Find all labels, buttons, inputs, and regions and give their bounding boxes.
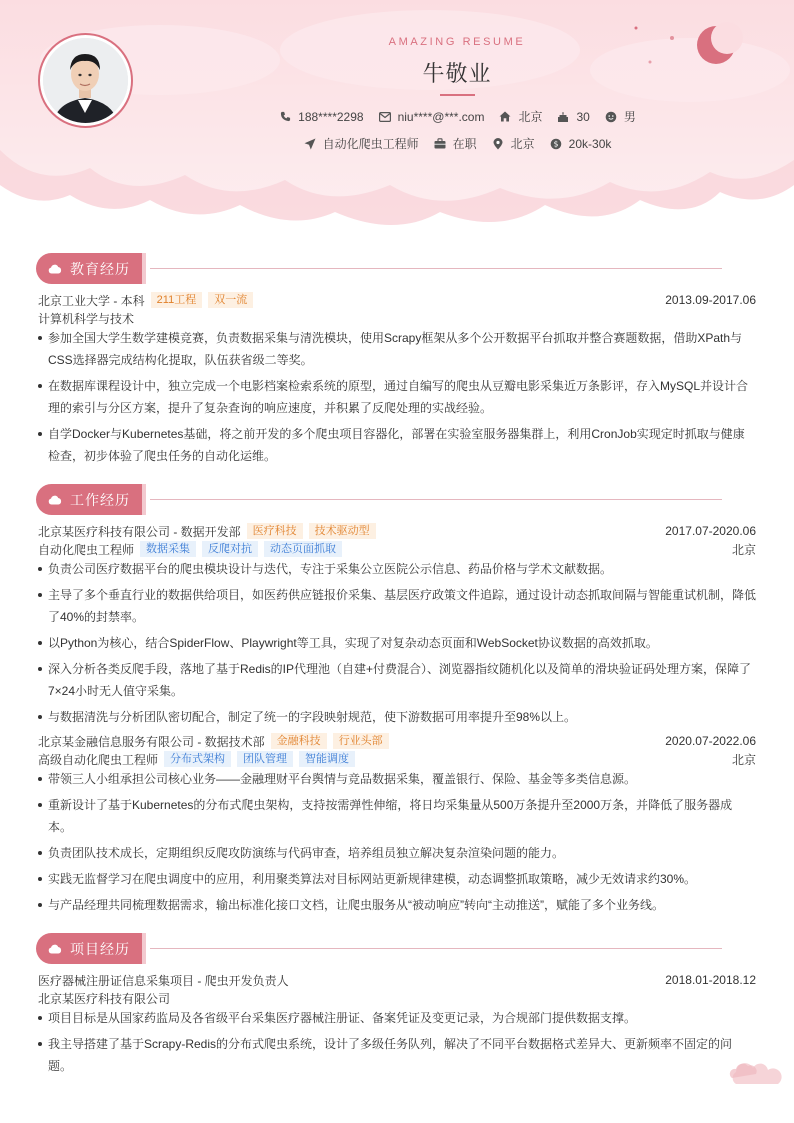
skill-tag: 分布式架构 <box>164 751 231 767</box>
list-item: 我主导搭建了基于Scrapy-Redis的分布式爬虫系统，设计了多级任务队列，解决了不同平台数据格式差异大、更新频率不固定的问题。 <box>38 1033 756 1077</box>
section-divider <box>150 268 722 269</box>
email-text: niu****@***.com <box>397 109 485 124</box>
job-city: 北京 <box>731 752 756 767</box>
company-name: 北京某金融信息服务有限公司 - 数据技术部 <box>38 734 265 749</box>
cloud-icon <box>48 495 62 505</box>
svg-text:$: $ <box>553 139 559 149</box>
education-section-header <box>36 253 722 284</box>
list-item: 自学Docker与Kubernetes基础，将之前开发的多个爬虫项目容器化，部署在实验室服务器集群上，利用CronJob实现定时抓取与健康检查，初步体验了爬虫任务的自动化运维。 <box>38 423 756 467</box>
section-divider <box>150 948 722 949</box>
job-date: 2020.07-2022.06 <box>665 734 756 748</box>
school-name: 北京工业大学 - 本科 <box>38 293 145 308</box>
job-entry-head <box>38 523 756 539</box>
cake-icon <box>556 110 570 124</box>
company-tag: 行业头部 <box>333 733 389 749</box>
job-entry-head <box>38 733 756 749</box>
list-item: 带领三人小组承担公司核心业务——金融理财平台舆情与竞品数据采集，覆盖银行、保险、基金等多类信息源。 <box>38 768 756 790</box>
project-name: 医疗器械注册证信息采集项目 - 爬虫开发负责人 <box>38 973 289 988</box>
city-item <box>491 135 535 152</box>
company-tag: 技术驱动型 <box>309 523 376 539</box>
header-banner <box>0 0 794 235</box>
work-section-header <box>36 484 722 515</box>
location-pin-icon <box>491 137 505 151</box>
major-row <box>38 310 756 326</box>
brand-label: AMAZING RESUME <box>388 36 526 48</box>
job-city: 北京 <box>731 542 756 557</box>
phone-icon <box>278 110 292 124</box>
send-icon <box>303 137 317 151</box>
position-text: 自动化爬虫工程师 <box>38 542 135 557</box>
project-bullets <box>38 1007 756 1081</box>
list-item: 负责团队技术成长，定期组织反爬攻防演练与代码审查，培养组员独立解决复杂渲染问题的能力。 <box>38 842 756 864</box>
position-text: 高级自动化爬虫工程师 <box>38 752 159 767</box>
project-entry-head <box>38 972 756 988</box>
list-item: 在数据库课程设计中，独立完成一个电影档案检索系统的原型，通过自编写的爬虫从豆瓣电影采集近万条影评，存入MySQL并设计合理的索引与分区方案，提升了复杂查询的响应速度，并积累了反爬处理的实战经验。 <box>38 375 756 419</box>
briefcase-icon <box>433 137 447 151</box>
gender-item <box>604 108 636 125</box>
cloud-icon <box>48 944 62 954</box>
list-item: 负责公司医疗数据平台的爬虫模块设计与迭代，专注于采集公立医院公示信息、药品价格与学术文献数据。 <box>38 558 756 580</box>
company-tag: 医疗科技 <box>247 523 303 539</box>
education-date: 2013.09-2017.06 <box>665 293 756 307</box>
job-bullets <box>38 768 756 920</box>
project-title-pill <box>36 933 142 964</box>
major-text: 计算机科学与技术 <box>38 311 135 326</box>
target-item <box>303 135 419 152</box>
work-title: 工作经历 <box>70 491 130 508</box>
company-tag: 金融科技 <box>271 733 327 749</box>
list-item: 深入分析各类反爬手段，落地了基于Redis的IP代理池（自建+付费混合）、浏览器指纹随机化以及简单的滑块验证码处理方案，保障了7×24小时无人值守采集。 <box>38 658 756 702</box>
city-text: 北京 <box>510 137 535 151</box>
candidate-name: 牛敬业 <box>422 61 492 86</box>
salary-item <box>549 137 612 151</box>
school-tag: 双一流 <box>208 292 253 308</box>
age-item <box>556 110 589 124</box>
contact-row <box>0 108 794 125</box>
target-text: 自动化爬虫工程师 <box>322 137 419 151</box>
list-item: 以Python为核心，结合SpiderFlow、Playwright等工具，实现了对复杂动态页面和WebSocket协议数据的高效抓取。 <box>38 632 756 654</box>
cloud-icon <box>48 264 62 274</box>
project-date: 2018.01-2018.12 <box>665 973 756 987</box>
list-item: 与数据清洗与分析团队密切配合，制定了统一的字段映射规范，使下游数据可用率提升至98%以上。 <box>38 706 756 728</box>
education-title: 教育经历 <box>70 260 130 277</box>
status-text: 在职 <box>452 137 477 151</box>
name-underline <box>440 94 475 96</box>
list-item: 主导了多个垂直行业的数据供给项目，如医药供应链报价采集、基层医疗政策文件追踪，通过设计动态抓取间隔与智能重试机制，降低了40%的封禁率。 <box>38 584 756 628</box>
list-item: 项目目标是从国家药监局及各省级平台采集医疗器械注册证、备案凭证及变更记录，为合规部门提供数据支撑。 <box>38 1007 756 1029</box>
skill-tag: 团队管理 <box>237 751 293 767</box>
home-icon <box>498 110 512 124</box>
education-bullets <box>38 327 756 471</box>
project-company-row <box>38 990 756 1006</box>
face-icon <box>604 110 618 124</box>
job-bullets <box>38 558 756 732</box>
skill-tag: 动态页面抓取 <box>264 541 342 557</box>
list-item: 重新设计了基于Kubernetes的分布式爬虫架构，支持按需弹性伸缩，将日均采集量从500万条提升至2000万条，并降低了服务器成本。 <box>38 794 756 838</box>
skill-tag: 反爬对抗 <box>202 541 258 557</box>
job-date: 2017.07-2020.06 <box>665 524 756 538</box>
job-intent-row <box>0 135 794 152</box>
phone-item <box>278 110 363 124</box>
list-item: 与产品经理共同梳理数据需求，输出标准化接口文档，让爬虫服务从“被动响应”转向“主动推送”，赋能了多个业务线。 <box>38 894 756 916</box>
status-item <box>433 135 477 152</box>
phone-text: 188****2298 <box>298 109 364 124</box>
list-item: 实践无监督学习在爬虫调度中的应用，利用聚类算法对目标网站更新规律建模，动态调整抓取策略，减少无效请求约30%。 <box>38 868 756 890</box>
company-name: 北京某医疗科技有限公司 - 数据开发部 <box>38 524 241 539</box>
salary-text: 20k-30k <box>568 136 612 151</box>
position-row <box>38 541 756 557</box>
work-title-pill <box>36 484 142 515</box>
email-item <box>378 110 485 124</box>
decorative-cloud-icon <box>728 1058 784 1086</box>
hometown-text: 北京 <box>518 110 543 124</box>
list-item: 参加全国大学生数学建模竞赛，负责数据采集与清洗模块，使用Scrapy框架从多个公开数据平台抓取并整合赛题数据，借助XPath与CSS选择器完成结构化提取，队伍获省级二等奖。 <box>38 327 756 371</box>
school-tag: 211工程 <box>151 292 203 308</box>
hometown-item <box>498 108 542 125</box>
gender-text: 男 <box>623 110 636 124</box>
section-divider <box>150 499 722 500</box>
project-section-header <box>36 933 722 964</box>
skill-tag: 智能调度 <box>299 751 355 767</box>
coin-icon <box>549 137 563 151</box>
education-title-pill <box>36 253 142 284</box>
position-row <box>38 751 756 767</box>
education-entry-head <box>38 292 756 308</box>
age-text: 30 <box>576 109 590 124</box>
project-company: 北京某医疗科技有限公司 <box>38 991 171 1006</box>
mail-icon <box>378 110 392 124</box>
project-title: 项目经历 <box>70 940 130 957</box>
skill-tag: 数据采集 <box>140 541 196 557</box>
